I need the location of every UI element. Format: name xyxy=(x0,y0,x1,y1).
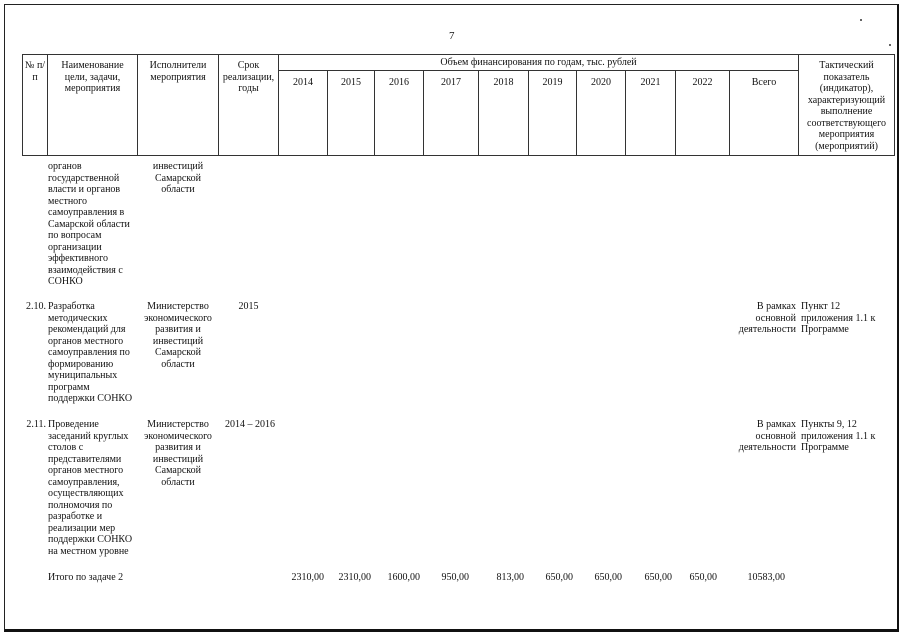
header-name: Наименование цели, задачи, мероприятия xyxy=(61,60,124,94)
totals-value: 950,00 xyxy=(441,572,469,583)
header-year: 2020 xyxy=(591,77,611,88)
scan-speck xyxy=(889,44,891,46)
row-indicator: Пункт 12 приложения 1.1 к Программе xyxy=(801,301,876,335)
header-year: 2018 xyxy=(493,77,514,88)
header-executors: Исполнители мероприятия xyxy=(149,60,207,83)
header-year: 2019 xyxy=(542,77,563,88)
header-year: 2022 xyxy=(692,77,713,88)
header-term: Срок реализации, годы xyxy=(222,60,275,94)
totals-value: 2310,00 xyxy=(291,572,324,583)
header-indicator: Тактический показатель (индикатор), характеризующий выполнение соответствующего мероприятия (мероприятий) xyxy=(807,60,886,152)
header-num: № п/п xyxy=(24,60,46,83)
header-year: 2021 xyxy=(640,77,661,88)
header-total: Всего xyxy=(751,77,777,88)
totals-value: 1600,00 xyxy=(387,572,420,583)
totals-total: 10583,00 xyxy=(747,572,785,583)
row-term: 2015 xyxy=(238,301,259,312)
scan-speck xyxy=(860,19,862,21)
totals-label: Итого по задаче 2 xyxy=(48,572,124,583)
row-name: Проведение заседаний круглых столов с представителями органов местного самоуправления, осуществляющих полномочия по разработке и реализации мер поддержки СОНКО на местном уровне xyxy=(48,419,133,557)
row-term: 2014 – 2016 xyxy=(225,419,275,430)
header-year: 2014 xyxy=(293,77,313,88)
row-name: органов государственной власти и органов местного самоуправления в Самарской области по вопросам организации эффективного взаимодействия с СОНКО xyxy=(48,161,130,287)
page-number: 7 xyxy=(449,30,455,42)
row-total: В рамках основной деятельности xyxy=(738,419,796,453)
header-year: 2017 xyxy=(441,77,461,88)
row-num: 2.10. xyxy=(26,301,46,312)
row-total: В рамках основной деятельности xyxy=(738,301,796,335)
row-num: 2.11. xyxy=(26,419,46,430)
row-executors: Министерство экономического развития и инвестиций Самарской области xyxy=(144,419,212,488)
totals-value: 650,00 xyxy=(545,572,573,583)
totals-value: 650,00 xyxy=(594,572,622,583)
row-indicator: Пункты 9, 12 приложения 1.1 к Программе xyxy=(801,419,876,453)
totals-value: 2310,00 xyxy=(338,572,371,583)
row-executors: Министерство экономического развития и инвестиций Самарской области xyxy=(144,301,212,370)
row-executors: инвестиций Самарской области xyxy=(152,161,204,195)
header-year: 2016 xyxy=(389,77,409,88)
totals-value: 650,00 xyxy=(644,572,672,583)
header-year: 2015 xyxy=(341,77,361,88)
row-name: Разработка методических рекомендаций для органов местного самоуправления по формированию муниципальных программ поддержки СОНКО xyxy=(48,301,133,404)
totals-value: 650,00 xyxy=(689,572,717,583)
totals-value: 813,00 xyxy=(496,572,524,583)
header-funding: Объем финансирования по годам, тыс. рублей xyxy=(440,57,637,68)
